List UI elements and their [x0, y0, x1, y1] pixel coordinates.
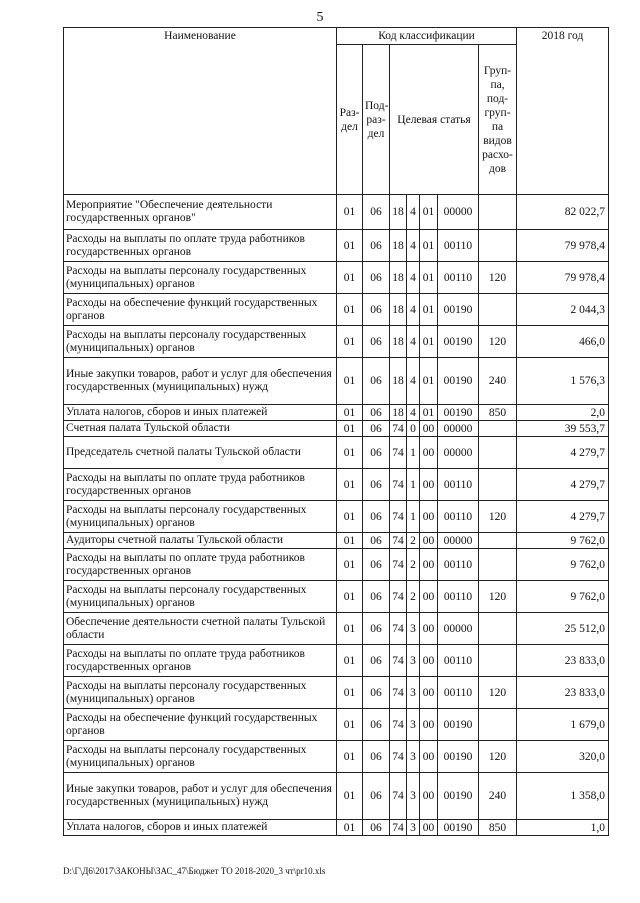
table-row	[64, 549, 609, 581]
header-target-article: Целевая статья	[390, 45, 479, 195]
row-section: 01	[337, 581, 363, 613]
row-target-c1: 74	[390, 709, 407, 741]
row-expense-group	[479, 421, 517, 437]
row-subsection: 06	[363, 294, 390, 326]
row-amount: 320,0	[517, 741, 609, 773]
row-target-c1: 18	[390, 195, 407, 230]
table-row	[64, 195, 609, 230]
row-target-c3: 01	[420, 195, 438, 230]
row-name: Расходы на обеспечение функций государственных органов	[64, 709, 337, 741]
row-amount: 79 978,4	[517, 230, 609, 262]
row-section: 01	[337, 741, 363, 773]
row-target-c3: 01	[420, 230, 438, 262]
row-section: 01	[337, 677, 363, 709]
header-code-group: Код классификации	[337, 28, 517, 45]
row-target-c4: 00190	[438, 773, 479, 820]
row-target-c3: 00	[420, 581, 438, 613]
row-target-c3: 00	[420, 437, 438, 469]
row-amount: 2,0	[517, 405, 609, 421]
row-expense-group: 120	[479, 262, 517, 294]
table-row	[64, 709, 609, 741]
row-amount: 1,0	[517, 820, 609, 836]
row-name: Иные закупки товаров, работ и услуг для обеспечения государственных (муниципальных) нужд	[64, 773, 337, 820]
row-subsection: 06	[363, 773, 390, 820]
row-target-c4: 00110	[438, 230, 479, 262]
row-target-c3: 00	[420, 677, 438, 709]
row-expense-group: 240	[479, 358, 517, 405]
row-target-c2: 4	[407, 326, 420, 358]
row-subsection: 06	[363, 326, 390, 358]
row-section: 01	[337, 501, 363, 533]
row-section: 01	[337, 469, 363, 501]
row-subsection: 06	[363, 741, 390, 773]
row-section: 01	[337, 549, 363, 581]
row-subsection: 06	[363, 501, 390, 533]
row-target-c4: 00190	[438, 405, 479, 421]
row-target-c1: 74	[390, 820, 407, 836]
row-target-c2: 3	[407, 709, 420, 741]
row-name: Уплата налогов, сборов и иных платежей	[64, 820, 337, 836]
row-section: 01	[337, 294, 363, 326]
row-target-c2: 3	[407, 677, 420, 709]
row-target-c2: 4	[407, 358, 420, 405]
row-target-c1: 18	[390, 262, 407, 294]
row-section: 01	[337, 613, 363, 645]
table-row	[64, 230, 609, 262]
row-target-c4: 00190	[438, 741, 479, 773]
table-row	[64, 262, 609, 294]
row-target-c3: 01	[420, 405, 438, 421]
row-expense-group	[479, 709, 517, 741]
header-subsection: Под-раз-дел	[363, 45, 390, 195]
row-target-c3: 00	[420, 709, 438, 741]
table-row	[64, 773, 609, 820]
row-name: Расходы на обеспечение функций государственных органов	[64, 294, 337, 326]
row-amount: 82 022,7	[517, 195, 609, 230]
row-expense-group	[479, 230, 517, 262]
table-row	[64, 469, 609, 501]
row-target-c1: 74	[390, 469, 407, 501]
row-expense-group	[479, 533, 517, 549]
row-section: 01	[337, 405, 363, 421]
row-section: 01	[337, 358, 363, 405]
row-expense-group: 850	[479, 820, 517, 836]
table-row	[64, 421, 609, 437]
row-target-c4: 00190	[438, 294, 479, 326]
row-target-c2: 1	[407, 469, 420, 501]
budget-table	[63, 27, 609, 836]
table-row	[64, 358, 609, 405]
row-section: 01	[337, 709, 363, 741]
row-name: Счетная палата Тульской области	[64, 421, 337, 437]
row-amount: 1 576,3	[517, 358, 609, 405]
row-amount: 9 762,0	[517, 549, 609, 581]
row-target-c1: 18	[390, 230, 407, 262]
row-target-c2: 4	[407, 294, 420, 326]
row-expense-group: 120	[479, 677, 517, 709]
row-name: Аудиторы счетной палаты Тульской области	[64, 533, 337, 549]
row-amount: 4 279,7	[517, 469, 609, 501]
table-row	[64, 741, 609, 773]
row-target-c4: 00000	[438, 533, 479, 549]
row-target-c3: 00	[420, 613, 438, 645]
row-target-c1: 18	[390, 405, 407, 421]
row-name: Расходы на выплаты по оплате труда работников государственных органов	[64, 469, 337, 501]
row-expense-group	[479, 437, 517, 469]
table-row	[64, 613, 609, 645]
row-target-c2: 4	[407, 405, 420, 421]
row-amount: 23 833,0	[517, 645, 609, 677]
row-amount: 9 762,0	[517, 533, 609, 549]
row-target-c4: 00190	[438, 326, 479, 358]
row-amount: 1 358,0	[517, 773, 609, 820]
row-name: Председатель счетной палаты Тульской области	[64, 437, 337, 469]
row-amount: 9 762,0	[517, 581, 609, 613]
row-name: Расходы на выплаты персоналу государственных (муниципальных) органов	[64, 501, 337, 533]
row-target-c2: 4	[407, 195, 420, 230]
row-subsection: 06	[363, 820, 390, 836]
row-target-c4: 00000	[438, 437, 479, 469]
row-subsection: 06	[363, 262, 390, 294]
row-expense-group	[479, 549, 517, 581]
table-row	[64, 501, 609, 533]
row-subsection: 06	[363, 613, 390, 645]
row-section: 01	[337, 195, 363, 230]
row-target-c3: 00	[420, 645, 438, 677]
table-row	[64, 533, 609, 549]
header-section: Раз-дел	[337, 45, 363, 195]
row-target-c3: 00	[420, 741, 438, 773]
row-target-c4: 00110	[438, 645, 479, 677]
table-body	[64, 195, 609, 836]
row-target-c1: 74	[390, 773, 407, 820]
row-subsection: 06	[363, 469, 390, 501]
row-target-c2: 4	[407, 262, 420, 294]
row-target-c1: 74	[390, 613, 407, 645]
row-target-c4: 00110	[438, 262, 479, 294]
row-subsection: 06	[363, 677, 390, 709]
row-target-c1: 74	[390, 677, 407, 709]
row-subsection: 06	[363, 533, 390, 549]
row-name: Расходы на выплаты персоналу государственных (муниципальных) органов	[64, 262, 337, 294]
row-amount: 1 679,0	[517, 709, 609, 741]
row-expense-group	[479, 645, 517, 677]
row-subsection: 06	[363, 195, 390, 230]
row-target-c3: 00	[420, 533, 438, 549]
row-subsection: 06	[363, 549, 390, 581]
row-target-c1: 74	[390, 501, 407, 533]
page-number: 5	[316, 10, 324, 25]
row-expense-group: 120	[479, 501, 517, 533]
row-name: Расходы на выплаты по оплате труда работников государственных органов	[64, 549, 337, 581]
footer-file-path: D:\Г\Д6\2017\ЗАКОНЫ\ЗАС_47\Бюджет ТО 2018-2020_3 чт\pr10.xls	[63, 866, 326, 876]
row-subsection: 06	[363, 230, 390, 262]
row-section: 01	[337, 230, 363, 262]
table-row	[64, 820, 609, 836]
row-name: Расходы на выплаты персоналу государственных (муниципальных) органов	[64, 741, 337, 773]
row-target-c4: 00110	[438, 581, 479, 613]
row-subsection: 06	[363, 405, 390, 421]
row-expense-group: 850	[479, 405, 517, 421]
row-expense-group	[479, 613, 517, 645]
row-name: Расходы на выплаты по оплате труда работников государственных органов	[64, 645, 337, 677]
row-target-c2: 1	[407, 437, 420, 469]
table-row	[64, 645, 609, 677]
row-target-c1: 74	[390, 533, 407, 549]
row-amount: 2 044,3	[517, 294, 609, 326]
row-target-c1: 18	[390, 294, 407, 326]
row-target-c2: 3	[407, 645, 420, 677]
row-target-c2: 3	[407, 741, 420, 773]
row-section: 01	[337, 533, 363, 549]
row-name: Иные закупки товаров, работ и услуг для обеспечения государственных (муниципальных) нужд	[64, 358, 337, 405]
row-target-c2: 2	[407, 581, 420, 613]
row-amount: 466,0	[517, 326, 609, 358]
row-expense-group: 240	[479, 773, 517, 820]
row-target-c3: 01	[420, 262, 438, 294]
row-amount: 25 512,0	[517, 613, 609, 645]
row-name: Расходы на выплаты персоналу государственных (муниципальных) органов	[64, 677, 337, 709]
row-expense-group	[479, 469, 517, 501]
row-amount: 23 833,0	[517, 677, 609, 709]
row-target-c1: 74	[390, 437, 407, 469]
row-amount: 4 279,7	[517, 501, 609, 533]
row-expense-group: 120	[479, 581, 517, 613]
row-section: 01	[337, 820, 363, 836]
table-row	[64, 405, 609, 421]
row-subsection: 06	[363, 421, 390, 437]
row-name: Уплата налогов, сборов и иных платежей	[64, 405, 337, 421]
row-name: Расходы на выплаты по оплате труда работников государственных органов	[64, 230, 337, 262]
row-target-c3: 01	[420, 326, 438, 358]
row-target-c2: 2	[407, 533, 420, 549]
header-expense-group: Груп-па, под-груп-па видов расхо-дов	[479, 45, 517, 195]
row-expense-group: 120	[479, 741, 517, 773]
header-name: Наименование	[64, 28, 337, 195]
row-target-c1: 74	[390, 581, 407, 613]
row-expense-group	[479, 195, 517, 230]
row-target-c2: 3	[407, 820, 420, 836]
table-row	[64, 326, 609, 358]
table-row	[64, 437, 609, 469]
row-section: 01	[337, 437, 363, 469]
row-target-c3: 00	[420, 469, 438, 501]
row-name: Расходы на выплаты персоналу государственных (муниципальных) органов	[64, 326, 337, 358]
row-target-c4: 00110	[438, 501, 479, 533]
row-target-c3: 00	[420, 773, 438, 820]
row-section: 01	[337, 645, 363, 677]
row-target-c4: 00000	[438, 195, 479, 230]
row-expense-group: 120	[479, 326, 517, 358]
row-subsection: 06	[363, 709, 390, 741]
row-target-c4: 00190	[438, 709, 479, 741]
row-name: Расходы на выплаты персоналу государственных (муниципальных) органов	[64, 581, 337, 613]
row-target-c4: 00190	[438, 820, 479, 836]
row-target-c2: 4	[407, 230, 420, 262]
table-row	[64, 294, 609, 326]
row-name: Обеспечение деятельности счетной палаты Тульской области	[64, 613, 337, 645]
row-target-c4: 00190	[438, 358, 479, 405]
row-name: Мероприятие "Обеспечение деятельности государственных органов"	[64, 195, 337, 230]
row-target-c1: 18	[390, 326, 407, 358]
row-subsection: 06	[363, 437, 390, 469]
row-subsection: 06	[363, 581, 390, 613]
row-target-c1: 74	[390, 741, 407, 773]
row-section: 01	[337, 421, 363, 437]
row-target-c2: 0	[407, 421, 420, 437]
row-target-c2: 1	[407, 501, 420, 533]
row-target-c1: 74	[390, 549, 407, 581]
row-target-c2: 2	[407, 549, 420, 581]
row-target-c4: 00110	[438, 549, 479, 581]
table-row	[64, 581, 609, 613]
row-subsection: 06	[363, 358, 390, 405]
row-target-c4: 00110	[438, 469, 479, 501]
row-section: 01	[337, 773, 363, 820]
row-subsection: 06	[363, 645, 390, 677]
row-target-c1: 74	[390, 421, 407, 437]
row-amount: 79 978,4	[517, 262, 609, 294]
row-target-c4: 00000	[438, 613, 479, 645]
header-year: 2018 год	[517, 28, 609, 195]
row-amount: 39 553,7	[517, 421, 609, 437]
row-expense-group	[479, 294, 517, 326]
row-target-c1: 18	[390, 358, 407, 405]
row-target-c2: 3	[407, 773, 420, 820]
row-target-c3: 01	[420, 294, 438, 326]
row-target-c4: 00000	[438, 421, 479, 437]
row-target-c3: 00	[420, 421, 438, 437]
row-target-c3: 00	[420, 549, 438, 581]
table-row	[64, 677, 609, 709]
row-target-c2: 3	[407, 613, 420, 645]
row-amount: 4 279,7	[517, 437, 609, 469]
row-target-c1: 74	[390, 645, 407, 677]
row-target-c3: 01	[420, 358, 438, 405]
row-target-c3: 00	[420, 501, 438, 533]
row-target-c3: 00	[420, 820, 438, 836]
row-section: 01	[337, 262, 363, 294]
row-section: 01	[337, 326, 363, 358]
row-target-c4: 00110	[438, 677, 479, 709]
